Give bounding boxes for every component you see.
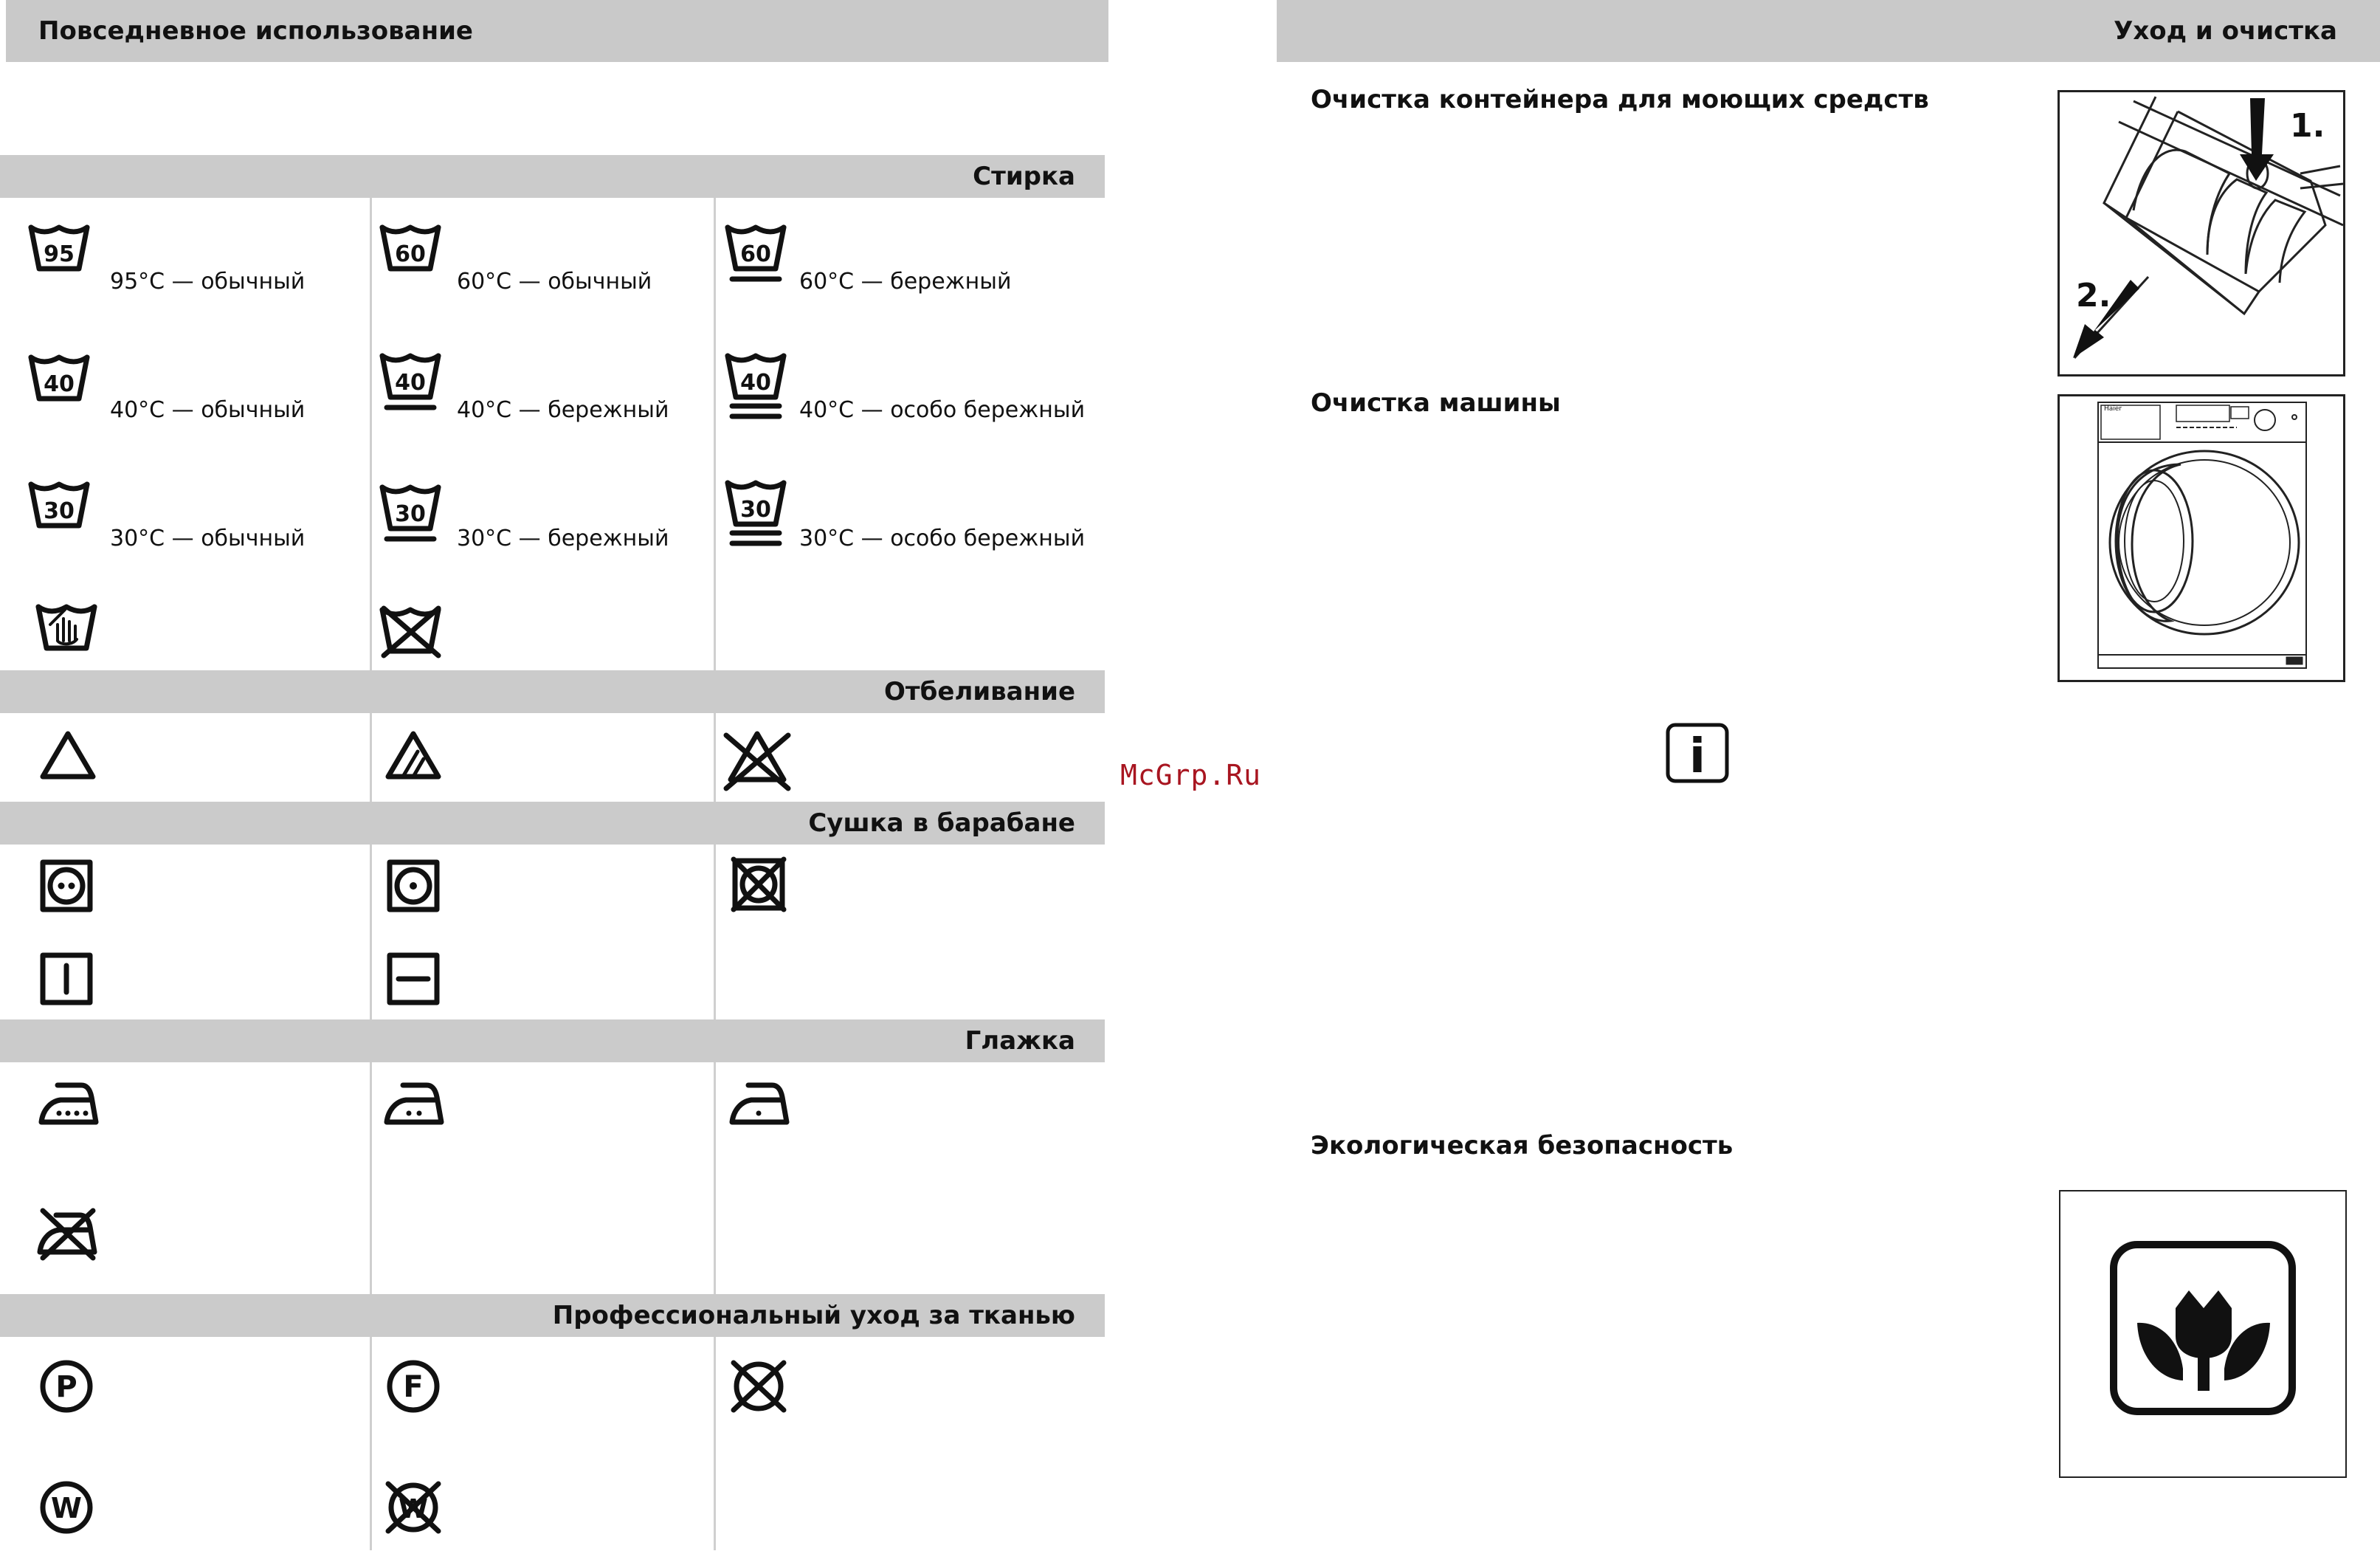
svg-text:30: 30 xyxy=(44,498,75,524)
section-title-bleaching: Отбеливание xyxy=(884,677,1075,706)
svg-text:60: 60 xyxy=(395,241,426,267)
watermark: McGrp.Ru xyxy=(1120,759,1262,791)
grid-line xyxy=(370,198,372,1550)
detergent-drawer-figure xyxy=(2058,90,2345,376)
machine-heading: Очистка машины xyxy=(1311,388,1561,418)
dry-clean-f-icon xyxy=(385,1358,441,1414)
iron-low-icon xyxy=(729,1079,791,1127)
section-band-professional xyxy=(0,1294,1105,1337)
eco-figure xyxy=(2059,1190,2347,1478)
do-not-dry-clean-icon xyxy=(728,1357,790,1416)
svg-text:40: 40 xyxy=(395,370,426,396)
bleach-non-chlorine-icon xyxy=(385,729,441,781)
svg-text:F: F xyxy=(403,1370,424,1404)
section-title-professional: Профессиональный уход за тканью xyxy=(552,1301,1075,1330)
info-icon xyxy=(1665,722,1730,784)
wash-tub-30-gentle-icon xyxy=(379,483,441,545)
eco-heading: Экологическая безопасность xyxy=(1311,1131,1734,1160)
wash-caption: 95°C — обычный xyxy=(110,269,306,295)
wash-caption: 30°C — обычный xyxy=(110,526,306,551)
svg-text:1.: 1. xyxy=(2290,107,2325,145)
do-not-tumble-dry-icon xyxy=(731,856,787,912)
tumble-dry-normal-icon xyxy=(40,859,93,912)
svg-text:2.: 2. xyxy=(2076,277,2111,314)
section-band-ironing xyxy=(0,1019,1105,1062)
section-title-washing: Стирка xyxy=(973,162,1075,191)
wash-caption: 40°C — обычный xyxy=(110,397,306,423)
iron-high-icon xyxy=(38,1079,100,1127)
wash-caption: 60°C — бережный xyxy=(799,269,1012,295)
svg-text:60: 60 xyxy=(740,241,771,267)
wash-caption: 60°C — обычный xyxy=(457,269,652,295)
eco-flower-icon xyxy=(2060,1191,2345,1476)
section-band-tumble-drying xyxy=(0,802,1105,845)
svg-text:P: P xyxy=(55,1370,77,1404)
wash-tub-40-gentle-icon xyxy=(379,351,441,413)
wash-tub-40-icon xyxy=(28,353,90,405)
wash-caption: 30°C — особо бережный xyxy=(799,526,1086,551)
wash-caption: 30°C — бережный xyxy=(457,526,669,551)
right-header xyxy=(1277,0,2380,62)
hand-wash-icon xyxy=(35,602,97,654)
left-header-title: Повседневное использование xyxy=(38,16,473,46)
wash-caption: 40°C — бережный xyxy=(457,397,669,423)
dry-clean-p-icon xyxy=(38,1358,94,1414)
wash-tub-60-icon xyxy=(379,223,441,275)
bleach-any-icon xyxy=(40,729,96,781)
right-header-title: Уход и очистка xyxy=(2114,16,2337,46)
do-not-wash-icon xyxy=(379,605,441,657)
wash-tub-95-icon xyxy=(28,223,90,275)
brand-label: Haier xyxy=(2104,405,2122,413)
section-title-tumble-drying: Сушка в барабане xyxy=(808,808,1075,838)
wash-tub-60-gentle-icon xyxy=(725,223,787,285)
svg-text:30: 30 xyxy=(740,497,771,523)
dry-flat-icon xyxy=(387,952,440,1005)
svg-text:40: 40 xyxy=(740,370,771,396)
section-title-ironing: Глажка xyxy=(965,1026,1075,1056)
grid-line xyxy=(714,198,716,1550)
wet-clean-w-icon xyxy=(38,1479,94,1535)
iron-medium-icon xyxy=(384,1079,446,1127)
do-not-bleach-icon xyxy=(722,726,793,791)
wash-caption: 40°C — особо бережный xyxy=(799,397,1086,423)
svg-text:W: W xyxy=(399,1494,428,1524)
tumble-dry-low-icon xyxy=(387,859,440,912)
wash-tub-40-very-gentle-icon xyxy=(725,351,787,422)
line-dry-icon xyxy=(40,952,93,1005)
do-not-wet-clean-icon xyxy=(382,1478,444,1537)
section-band-washing xyxy=(0,155,1105,198)
wash-tub-30-icon xyxy=(28,480,90,532)
wash-tub-30-very-gentle-icon xyxy=(725,478,787,549)
svg-text:40: 40 xyxy=(44,371,75,397)
svg-text:i: i xyxy=(1689,729,1705,784)
svg-text:W: W xyxy=(51,1492,82,1524)
washing-machine-figure xyxy=(2058,394,2345,682)
arrow-icon xyxy=(2060,92,2343,374)
detergent-heading: Очистка контейнера для моющих средств xyxy=(1311,85,1929,114)
do-not-iron-icon xyxy=(37,1205,99,1261)
svg-text:95: 95 xyxy=(44,241,75,267)
svg-text:30: 30 xyxy=(395,501,426,527)
section-band-bleaching xyxy=(0,670,1105,713)
left-header xyxy=(6,0,1108,62)
